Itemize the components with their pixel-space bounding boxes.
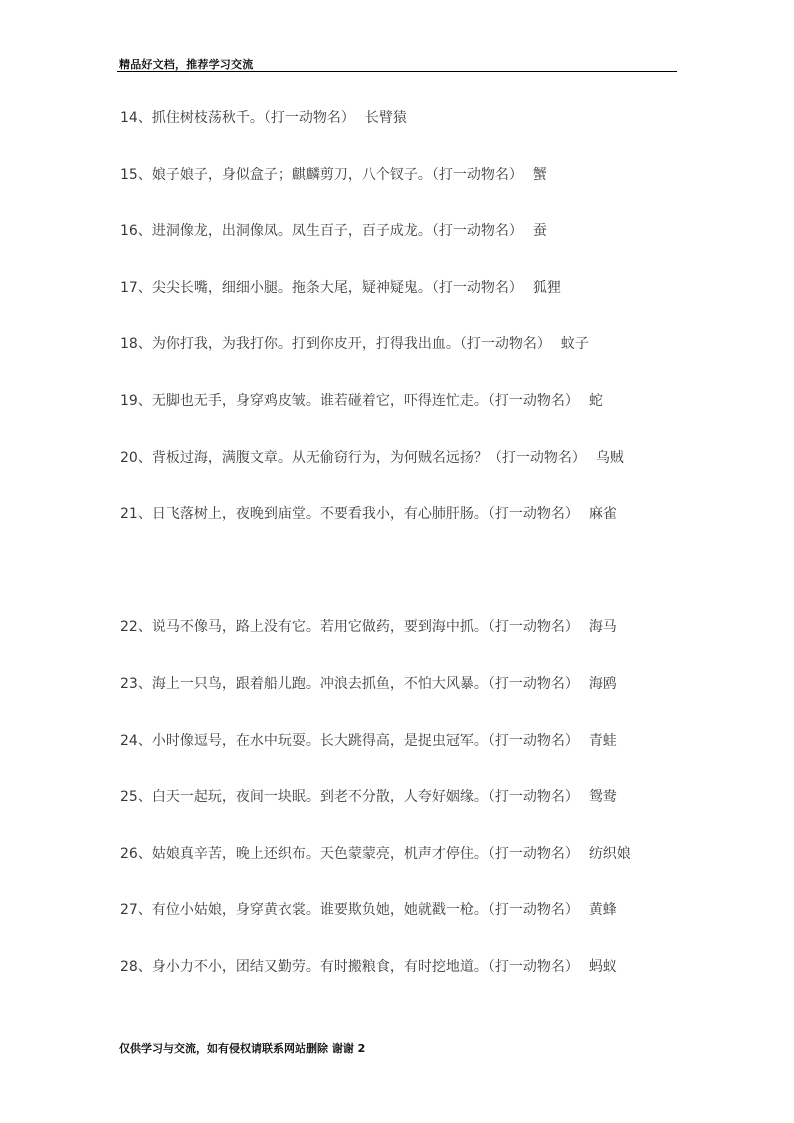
riddle-question: 16、进洞像龙，出洞像凤。凤生百子，百子成龙。（打一动物名） (120, 223, 523, 239)
riddle-question: 21、日飞落树上，夜晚到庙堂。不要看我小，有心肺肝肠。（打一动物名） (120, 506, 579, 522)
riddle-answer: 蛇 (588, 393, 603, 409)
riddle-item-20 (120, 449, 624, 467)
riddle-answer: 蚊子 (560, 336, 589, 352)
riddle-item-22 (120, 618, 617, 636)
riddle-item-19 (120, 392, 603, 410)
riddle-answer: 黄蜂 (588, 902, 617, 918)
riddle-item-15 (120, 166, 547, 184)
riddle-item-26 (120, 845, 631, 863)
riddle-item-21 (120, 505, 617, 523)
riddle-answer: 海马 (588, 619, 617, 635)
riddle-item-23 (120, 675, 617, 693)
riddle-question: 25、白天一起玩，夜间一块眠。到老不分散，人夸好姻缘。（打一动物名） (120, 789, 579, 805)
page-header: 精品好文档，推荐学习交流 (119, 58, 254, 71)
riddle-question: 26、姑娘真辛苦，晚上还织布。天色蒙蒙亮，机声才停住。（打一动物名） (120, 846, 579, 862)
riddle-question: 14、抓住树枝荡秋千。（打一动物名） (120, 110, 355, 126)
riddle-question: 23、海上一只鸟，跟着船儿跑。冲浪去抓鱼，不怕大风暴。（打一动物名） (120, 676, 579, 692)
riddle-answer: 麻雀 (588, 506, 617, 522)
riddle-question: 28、身小力不小，团结又勤劳。有时搬粮食，有时挖地道。（打一动物名） (120, 959, 579, 975)
riddle-answer: 青蛙 (588, 733, 617, 749)
riddle-item-14 (120, 109, 407, 127)
riddle-item-25 (120, 788, 617, 806)
riddle-item-18 (120, 335, 589, 353)
riddle-answer: 蚕 (532, 223, 547, 239)
riddle-question: 18、为你打我，为我打你。打到你皮开，打得我出血。（打一动物名） (120, 336, 551, 352)
riddle-question: 19、无脚也无手，身穿鸡皮皱。谁若碰着它，吓得连忙走。（打一动物名） (120, 393, 579, 409)
riddle-question: 27、有位小姑娘，身穿黄衣裳。谁要欺负她，她就戳一枪。（打一动物名） (120, 902, 579, 918)
riddle-question: 24、小时像逗号，在水中玩耍。长大跳得高，是捉虫冠军。（打一动物名） (120, 733, 579, 749)
header-divider (117, 71, 677, 72)
riddle-answer: 蟹 (532, 167, 547, 183)
riddle-answer: 乌贼 (595, 450, 624, 466)
riddle-question: 22、说马不像马，路上没有它。若用它做药，要到海中抓。（打一动物名） (120, 619, 579, 635)
riddle-question: 17、尖尖长嘴，细细小腿。拖条大尾，疑神疑鬼。（打一动物名） (120, 280, 523, 296)
riddle-item-27 (120, 901, 617, 919)
riddle-item-24 (120, 732, 617, 750)
riddle-question: 20、背板过海，满腹文章。从无偷窃行为，为何贼名远扬？（打一动物名） (120, 450, 586, 466)
riddle-answer: 长臂猿 (364, 110, 407, 126)
riddle-answer: 狐狸 (532, 280, 561, 296)
riddle-answer: 纺织娘 (588, 846, 631, 862)
page-footer: 仅供学习与交流，如有侵权请联系网站删除 谢谢 2 (119, 1042, 366, 1055)
riddle-question: 15、娘子娘子，身似盒子；麒麟剪刀，八个钗子。（打一动物名） (120, 167, 523, 183)
riddle-item-16 (120, 222, 547, 240)
riddle-item-17 (120, 279, 561, 297)
riddle-answer: 海鸥 (588, 676, 617, 692)
riddle-answer: 鸳鸯 (588, 789, 617, 805)
riddle-answer: 蚂蚁 (588, 959, 617, 975)
riddle-item-28 (120, 958, 617, 976)
